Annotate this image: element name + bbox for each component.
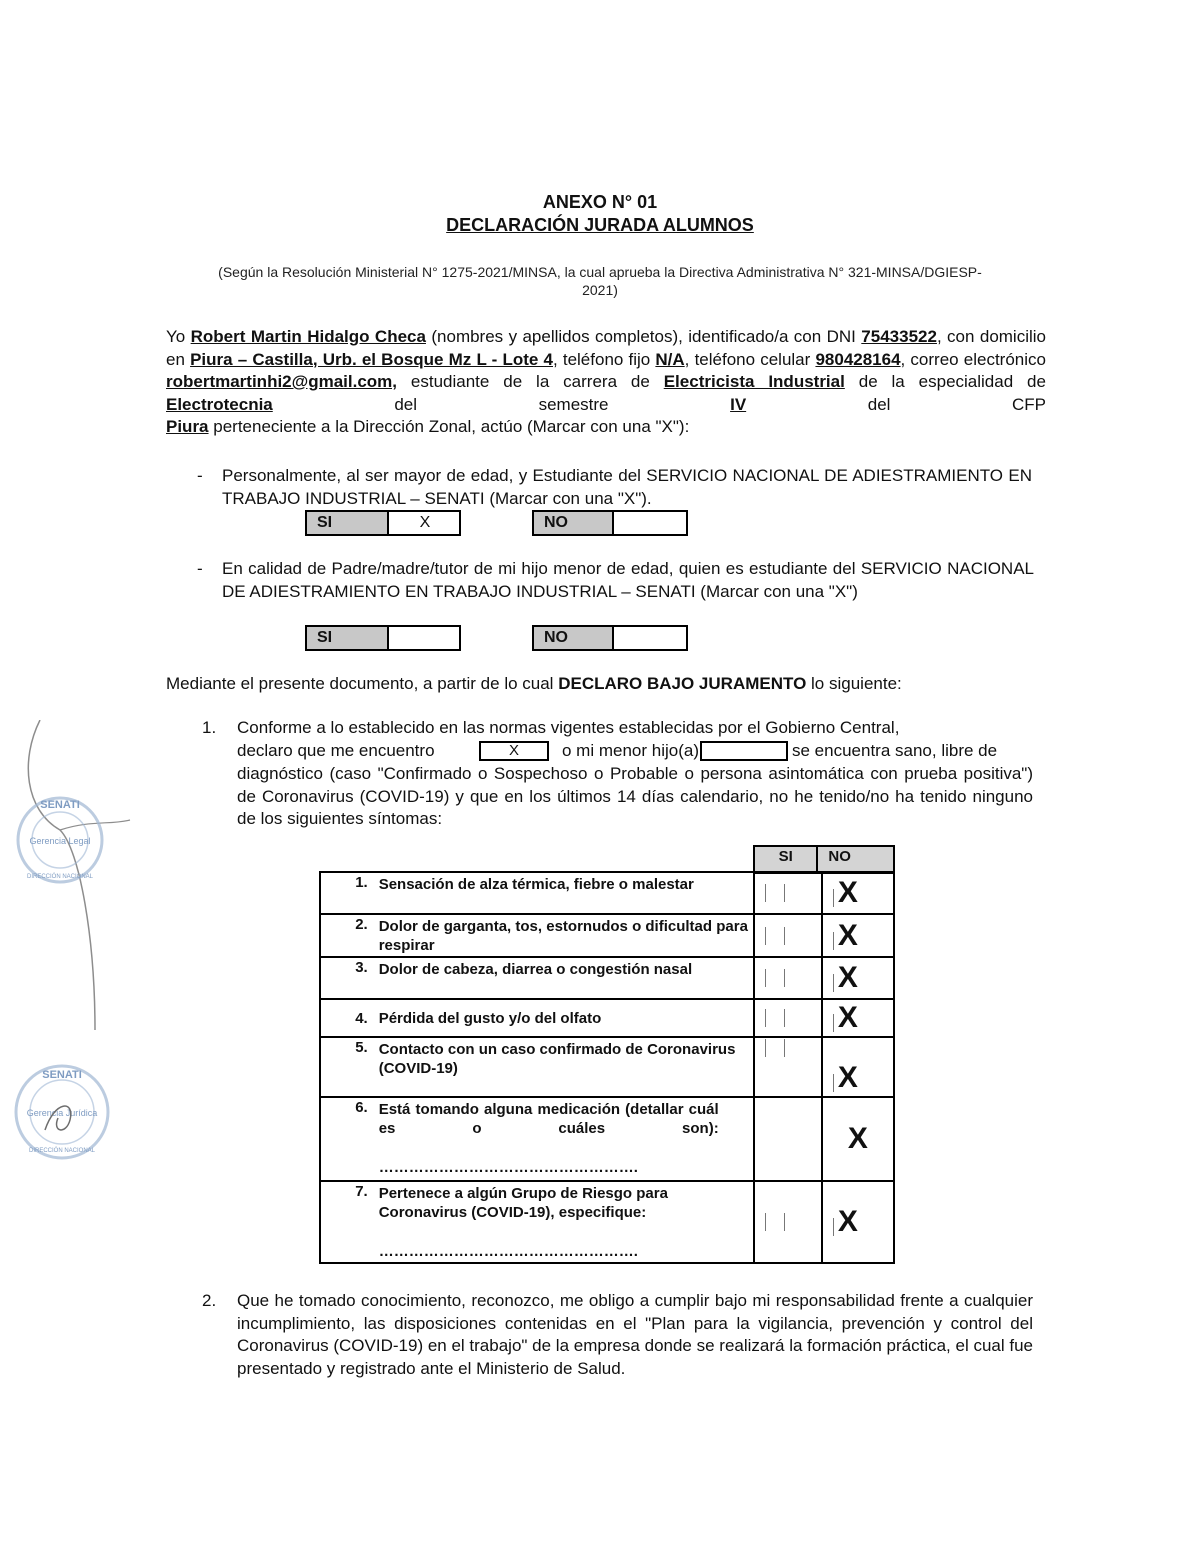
document-title: DECLARACIÓN JURADA ALUMNOS [446,215,754,235]
row-no-cell[interactable] [822,914,894,957]
intro-text: , con domicilio en [166,327,1046,369]
no-x-mark: X [837,918,858,952]
tick-mark [784,884,785,902]
row-dots: ……………………………………………. [378,1243,638,1260]
row-text-cell [378,1097,754,1181]
stamp-marks [0,720,140,1160]
declaration-line [166,673,1046,696]
row-no-cell[interactable] [822,1037,894,1097]
tick-mark [765,1213,766,1231]
intro-text: (nombres y apellidos completos), identificado/a con DNI [431,327,856,346]
seal1-center-text: Gerencia Legal [29,836,91,846]
student-semester: IV [730,394,747,414]
intro-text: estudiante de la [410,372,550,391]
no-x-mark: X [837,1001,858,1034]
si-mark: X [387,512,461,534]
item1-number: 1. [202,718,217,737]
row-number: 2. [320,914,378,957]
item2-number: 2. [202,1291,217,1310]
option-personal-si-box[interactable] [305,510,461,536]
intro-text: carrera de [563,372,650,391]
symptoms-table [319,871,895,1264]
si-label: SI [307,512,387,534]
item1-rest: diagnóstico (caso "Confirmado o Sospechoso o Probable o persona asintomática con prueba positiva") de Coronavirus (COVID-19) y que en los últimos 14 días calendario, no he tenido/no ha tenido ninguno de los siguientes síntomas: [237,764,1033,828]
row-number: 7. [320,1181,378,1263]
tick-mark [784,927,785,945]
seal1-bottom-text: DIRECCIÓN NACIONAL [26,874,94,880]
row-number: 1. [320,872,378,914]
phone-fixed: N/A [655,349,685,369]
tick-mark [833,974,834,992]
intro-text: , correo electrónico [900,349,1046,369]
row-si-cell[interactable] [754,1181,822,1263]
student-name: Robert Martin Hidalgo Checa [190,327,426,346]
student-cfp: Piura [166,417,209,436]
option-guardian-text: En calidad de Padre/madre/tutor de mi hijo menor de edad, quien es estudiante del SERVICIO NACIONAL DE ADIESTRAMIENTO EN TRABAJO INDUSTRIAL – SENATI (Marcar con una "X") [222,559,1034,601]
tick-mark [784,1039,785,1057]
seal2-center-text: Gerencia Jurídica [26,1108,98,1118]
row-no-cell[interactable] [822,872,894,914]
row-text: Pérdida del gusto y/o del olfato [378,999,754,1037]
tick-mark [833,1074,834,1092]
row-dots: ……………………………………………. [378,1159,638,1176]
row-number: 3. [320,957,378,999]
item2-text: Que he tomado conocimiento, reconozco, me obligo a cumplir bajo mi responsabilidad frente a cualquier incumplimiento, las disposiciones contenidas en el "Plan para la vigilancia, prevención y control del Coronavirus (COVID-19) en el trabajo" de la empresa donde se realizará la formación práctica, el cual fue presentado y registrado ante el Ministerio de Salud. [237,1291,1033,1378]
intro-text: teléfono celular [694,349,811,369]
row-si-cell[interactable] [754,1097,822,1181]
tick-mark [765,927,766,945]
row-si-cell[interactable] [754,957,822,999]
tick-mark [833,889,834,907]
no-x-mark: X [847,1122,868,1155]
row-text: Dolor de cabeza, diarrea o congestión nasal [378,957,754,999]
no-x-mark: X [837,1205,858,1238]
no-label: NO [534,512,612,534]
table-row [320,914,894,957]
tick-mark [833,1218,834,1236]
row-text: Está tomando alguna medicación (detallar cuál es o cuáles son): [378,1101,719,1137]
tick-mark [784,1213,785,1231]
row-si-cell[interactable] [754,872,822,914]
col-no-header: NO [817,846,894,873]
table-row [320,1181,894,1263]
resolution-note-line1: (Según la Resolución Ministerial N° 1275-2021/MINSA, la cual aprueba la Directiva Administrativa N° 321-MINSA/DGIESP- [218,264,982,280]
tick-mark [765,1009,766,1027]
tick-mark [784,1009,785,1027]
intro-text: de la especialidad de [858,372,1046,391]
intro-text: , teléfono fijo [552,349,651,369]
seal2-top-text: SENATI [42,1069,82,1081]
declaration-text: Mediante el presente documento, a partir de lo cual [166,674,554,693]
item1-line1: Conforme a lo establecido en las normas vigentes establecidas por el Gobierno Central, [237,718,900,737]
signature-stroke [60,820,130,830]
item1-child-box[interactable] [700,741,788,761]
declaration-text: lo siguiente: [811,674,902,693]
tick-mark [784,969,785,987]
no-mark [612,512,688,534]
seal2-bottom-text: DIRECCIÓN NACIONAL [28,1148,96,1154]
row-number: 5. [320,1037,378,1097]
symptoms-table-header [753,845,895,874]
intro-paragraph [166,326,1046,439]
col-si-header: SI [754,846,817,873]
si-label: SI [307,627,387,649]
row-text-cell [378,1181,754,1263]
row-no-cell[interactable] [822,999,894,1037]
no-x-mark: X [837,961,858,994]
intro-text: del CFP [867,394,1046,414]
student-specialty: Electrotecnia [166,394,273,414]
row-text: Sensación de alza térmica, fiebre o malestar [378,872,754,914]
row-si-cell[interactable] [754,914,822,957]
intro-text: , [684,349,690,369]
student-address: Piura – Castilla, Urb. el Bosque Mz L - Lote 4 [190,349,553,369]
row-number: 6. [320,1097,378,1181]
table-row [320,1037,894,1097]
table-row [320,1097,894,1181]
item1-line2b: o mi menor hijo(a) [562,741,699,760]
row-no-cell[interactable] [822,1097,894,1181]
row-text: Contacto con un caso confirmado de Coronavirus (COVID-19) [378,1037,754,1097]
student-email: robertmartinhi2@gmail.com, [166,372,398,391]
student-dni: 75433522 [861,327,937,346]
seal1-top-text: SENATI [40,799,80,811]
annex-number: ANEXO N° 01 [542,192,658,212]
no-x-mark: X [837,1061,858,1094]
tick-mark [833,932,834,950]
no-label: NO [534,627,612,649]
tick-mark [833,1014,834,1032]
intro-text: Yo [166,327,186,346]
row-no-cell[interactable] [822,1181,894,1263]
option-guardian-no-box[interactable] [532,625,688,651]
option-personal-no-box[interactable] [532,510,688,536]
intro-text: del semestre [394,394,609,414]
tick-mark [765,884,766,902]
row-text: Pertenece a algún Grupo de Riesgo para Coronavirus (COVID-19), especifique: [378,1185,668,1221]
tick-mark [765,1039,766,1057]
tick-mark [765,969,766,987]
item1-line2c: se encuentra sano, libre de [792,741,998,760]
table-row [320,957,894,999]
row-no-cell[interactable] [822,957,894,999]
table-row [320,999,894,1037]
item1-self-box[interactable]: X [479,741,549,761]
option-dash: - [197,466,203,485]
no-x-mark: X [837,876,858,909]
table-row [320,872,894,914]
row-si-cell[interactable] [754,999,822,1037]
option-dash: - [197,559,203,578]
student-career: Electricista Industrial [663,372,845,391]
declaration-bold: DECLARO BAJO JURAMENTO [558,674,807,693]
row-si-cell[interactable] [754,1037,822,1097]
row-text: Dolor de garganta, tos, estornudos o dificultad para respirar [378,914,754,957]
intro-text: perteneciente a la Dirección Zonal, actúo (Marcar con una "X"): [213,417,690,436]
option-guardian-si-box[interactable] [305,625,461,651]
option-personal-text: Personalmente, al ser mayor de edad, y Estudiante del SERVICIO NACIONAL DE ADIESTRAMIENTO EN TRABAJO INDUSTRIAL – SENATI (Marcar con una "X"). [222,466,1032,508]
no-mark [612,627,688,649]
si-mark [387,627,461,649]
row-number: 4. [320,999,378,1037]
resolution-note-line2: 2021) [582,282,618,298]
item1-line2a: declaro que me encuentro [237,741,435,760]
phone-cell: 980428164 [815,349,901,369]
